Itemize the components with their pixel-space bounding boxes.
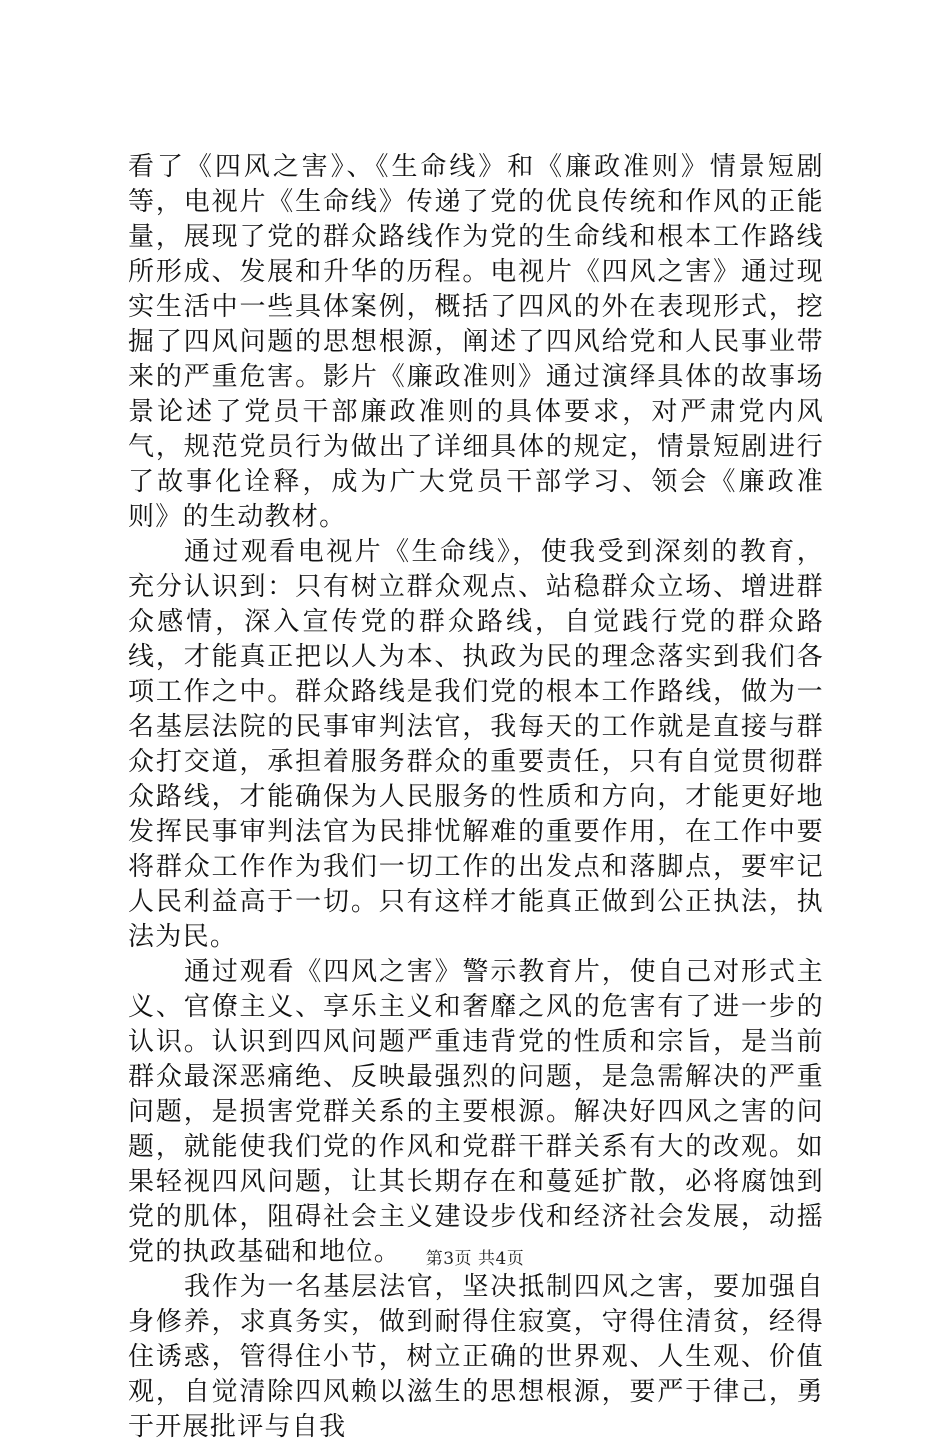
paragraph: 我作为一名基层法官，坚决抵制四风之害，要加强自身修养，求真务实，做到耐得住寂寞，守得住清贫，经得住诱惑，管得住小节，树立正确的世界观、人生观、价值观，自觉清除四风赖以滋生的思想根源，要严于律己，勇于开展批评与自我 [128, 1272, 824, 1442]
paragraph: 通过观看《四风之害》警示教育片，使自己对形式主义、官僚主义、享乐主义和奢靡之风的危害有了进一步的认识。认识到四风问题严重违背党的性质和宗旨，是当前群众最深恶痛绝、反映最强烈的问题，是急需解决的严重问题，是损害党群关系的主要根源。解决好四风之害的问题，就能使我们党的作风和党群干群关系有大的改观。如果轻视四风问题，让其长期存在和蔓延扩散，必将腐蚀到党的肌体，阻碍社会主义建设步伐和经济社会发展，动摇党的执政基础和地位。 [128, 957, 824, 1267]
page-number-footer: 第3页 共4页 [425, 1249, 525, 1269]
paragraph: 看了《四风之害》、《生命线》和《廉政准则》情景短剧等，电视片《生命线》传递了党的优良传统和作风的正能量，展现了党的群众路线作为党的生命线和根本工作路线所形成、发展和升华的历程。电视片《四风之害》通过现实生活中一些具体案例，概括了四风的外在表现形式，挖掘了四风问题的思想根源，阐述了四风给党和人民事业带来的严重危害。影片《廉政准则》通过演绎具体的故事场景论述了党员干部廉政准则的具体要求，对严肃党内风气，规范党员行为做出了详细具体的规定，情景短剧进行了故事化诠释，成为广大党员干部学习、领会《廉政准则》的生动教材。 [128, 152, 824, 532]
paragraph: 通过观看电视片《生命线》，使我受到深刻的教育，充分认识到：只有树立群众观点、站稳群众立场、增进群众感情，深入宣传党的群众路线，自觉践行党的群众路线，才能真正把以人为本、执政为民的理念落实到我们各项工作之中。群众路线是我们党的根本工作路线，做为一名基层法院的民事审判法官，我每天的工作就是直接与群众打交道，承担着服务群众的重要责任，只有自觉贯彻群众路线，才能确保为人民服务的性质和方向，才能更好地发挥民事审判法官为民排忧解难的重要作用，在工作中要将群众工作作为我们一切工作的出发点和落脚点，要牢记人民利益高于一切。只有这样才能真正做到公正执法，执法为民。 [128, 537, 824, 952]
